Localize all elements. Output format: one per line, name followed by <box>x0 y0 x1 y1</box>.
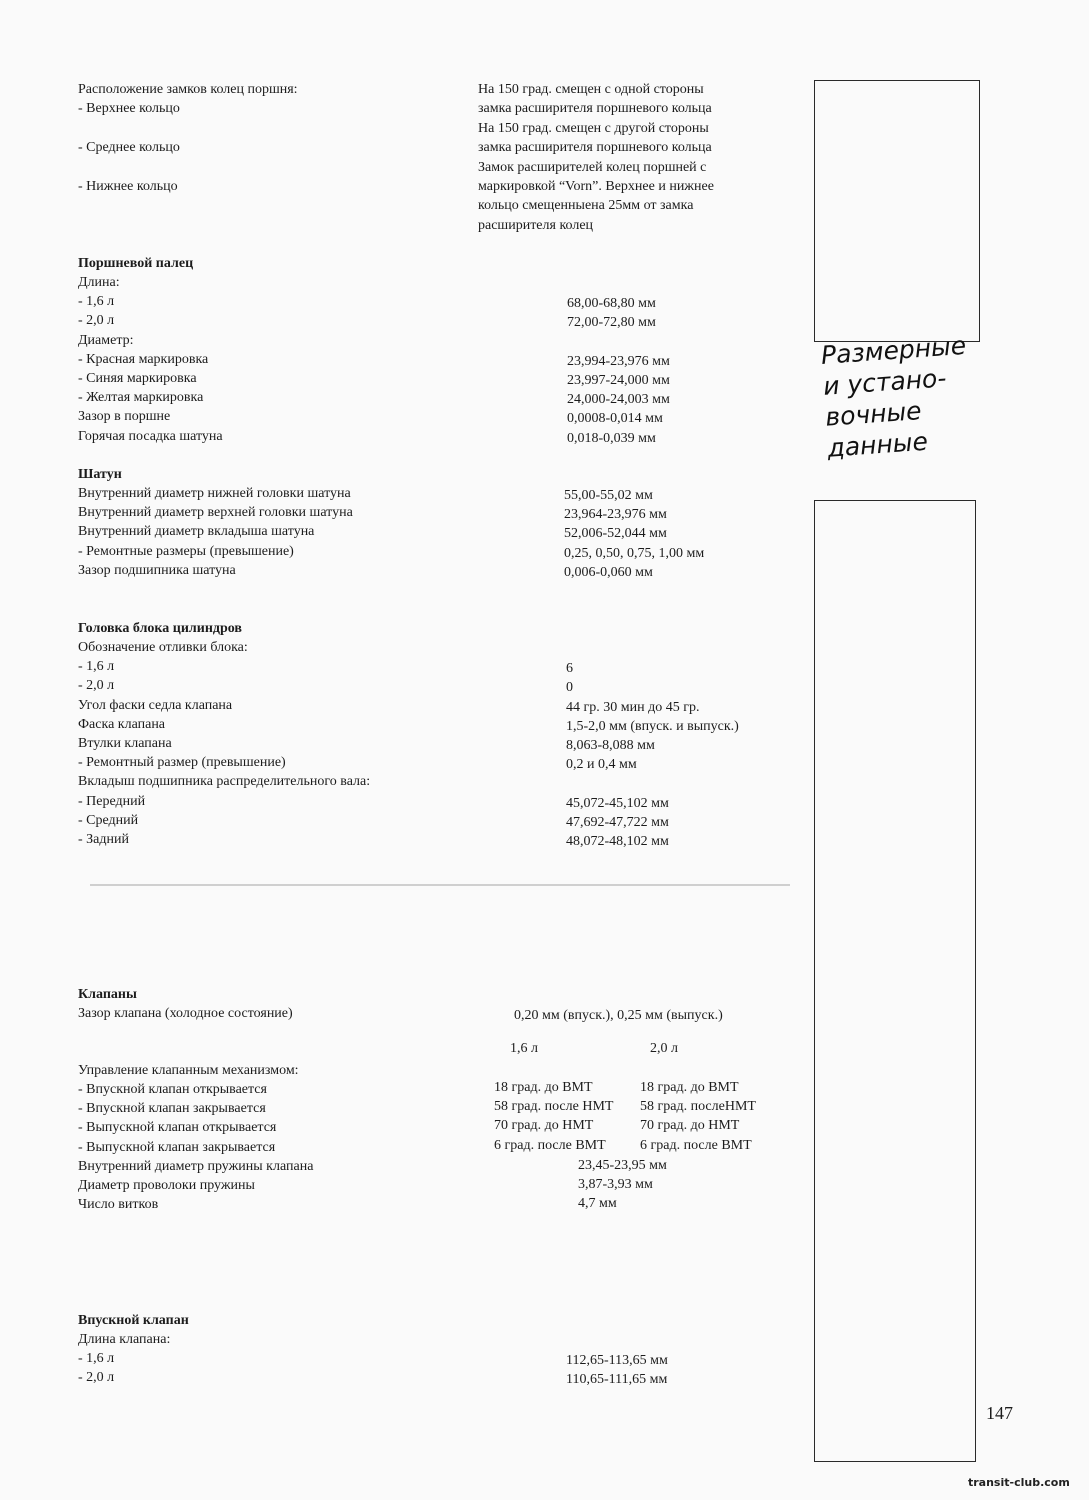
spring-value: 23,45-23,95 мм <box>578 1158 667 1173</box>
timing-label: - Выпускной клапан закрывается <box>78 1139 276 1155</box>
spec-value: 23,994-23,976 мм <box>567 353 670 369</box>
piston-pin-heading: Поршневой палец <box>78 256 194 271</box>
spring-label: Внутренний диаметр пружины клапана <box>78 1159 314 1174</box>
spec-value: 23,997-24,000 мм <box>567 373 670 388</box>
spec-value: 110,65-111,65 мм <box>566 1372 668 1388</box>
column-header-16: 1,6 л <box>510 1041 538 1056</box>
ring-description-line: расширителя колец <box>478 217 594 233</box>
valve-clearance-value: 0,20 мм (впуск.), 0,25 мм (выпуск.) <box>514 1008 723 1023</box>
spec-label: - 2,0 л <box>78 1370 115 1386</box>
timing-value-20: 6 град. после ВМТ <box>640 1137 752 1153</box>
ring-description-line: Замок расширителей колец поршней с <box>478 159 707 175</box>
spec-value: 0,25, 0,50, 0,75, 1,00 мм <box>564 545 705 561</box>
timing-value-16: 18 град. до ВМТ <box>494 1080 593 1095</box>
bottom-ring-label: - Нижнее кольцо <box>78 179 178 194</box>
sidebar-title-line: вочные <box>824 396 923 432</box>
connecting-rod-heading: Шатун <box>78 467 122 482</box>
spec-label: - Ремонтный размер (превышение) <box>78 755 286 771</box>
spec-label: - Средний <box>78 812 139 828</box>
spec-label: - Синяя маркировка <box>78 371 197 386</box>
spec-label: Втулки клапана <box>78 736 172 751</box>
spec-label: - Желтая маркировка <box>78 390 204 406</box>
valves-heading: Клапаны <box>78 987 137 1002</box>
spec-value: 0 <box>566 680 573 696</box>
spec-label: Вкладыш подшипника распределительного вала: <box>78 774 371 790</box>
spec-value: 52,006-52,044 мм <box>564 526 667 542</box>
cylinder-head-heading: Головка блока цилиндров <box>78 621 242 636</box>
valve-clearance-label: Зазор клапана (холодное состояние) <box>78 1006 293 1021</box>
page-number: 147 <box>986 1403 1013 1423</box>
spec-label: Горячая посадка шатуна <box>78 428 223 444</box>
spec-value: 0,0008-0,014 мм <box>567 411 663 427</box>
spec-label: - 2,0 л <box>78 678 115 694</box>
spec-label: Зазор в поршне <box>78 409 171 425</box>
spec-label: - Ремонтные размеры (превышение) <box>78 543 294 559</box>
timing-label: - Выпускной клапан открывается <box>78 1120 277 1136</box>
spec-label: - Красная маркировка <box>78 351 209 367</box>
ring-description-line: замка расширителя поршневого кольца <box>478 140 712 156</box>
spec-label: - 1,6 л <box>78 1351 115 1367</box>
spec-label: Внутренний диаметр верхней головки шатуна <box>78 505 353 521</box>
spec-label: Длина: <box>78 275 120 290</box>
spec-value: 68,00-68,80 мм <box>567 296 656 312</box>
watermark: transit-club.com <box>968 1476 1070 1489</box>
timing-value-16: 70 град. до НМТ <box>494 1118 594 1134</box>
sidebar-frame-top <box>814 80 980 342</box>
ring-description-line: замка расширителя поршневого кольца <box>478 101 712 117</box>
spec-value: 55,00-55,02 мм <box>564 488 653 503</box>
spring-label: Диаметр проволоки пружины <box>78 1178 255 1194</box>
spec-value: 0,006-0,060 мм <box>564 564 653 580</box>
ring-description-line: На 150 град. смещен с одной стороны <box>478 82 704 97</box>
intake-valve-heading: Впускной клапан <box>78 1313 189 1328</box>
column-header-20: 2,0 л <box>650 1041 678 1056</box>
spec-label: Диаметр: <box>78 332 134 348</box>
spec-value: 23,964-23,976 мм <box>564 507 667 523</box>
spec-label: Угол фаски седла клапана <box>78 697 233 713</box>
spec-value: 72,00-72,80 мм <box>567 315 656 331</box>
timing-label: - Впускной клапан закрывается <box>78 1101 266 1117</box>
timing-value-16: 58 град. после НМТ <box>494 1099 614 1115</box>
spec-label: - Задний <box>78 832 129 847</box>
spec-value: 8,063-8,088 мм <box>566 738 655 753</box>
timing-value-20: 58 град. послеНМТ <box>640 1099 756 1115</box>
timing-value-20: 70 град. до НМТ <box>640 1118 740 1134</box>
spec-value: 1,5-2,0 мм (впуск. и выпуск.) <box>566 718 739 734</box>
spring-label: Число витков <box>78 1197 159 1213</box>
ring-description-line: маркировкой “Vorn”. Верхнее и нижнее <box>478 179 714 194</box>
timing-value-20: 18 град. до ВМТ <box>640 1080 739 1095</box>
ring-description-line: кольцо смещенныена 25мм от замка <box>478 198 694 214</box>
sidebar-title-line: данные <box>826 426 929 463</box>
spec-value: 47,692-47,722 мм <box>566 814 669 830</box>
spec-value: 0,2 и 0,4 мм <box>566 757 637 773</box>
spec-value: 0,018-0,039 мм <box>567 430 656 446</box>
spec-value: 45,072-45,102 мм <box>566 795 669 811</box>
spec-value: 24,000-24,003 мм <box>567 392 670 408</box>
spec-label: - 1,6 л <box>78 294 115 310</box>
timing-value-16: 6 град. после ВМТ <box>494 1137 606 1153</box>
spec-label: - 1,6 л <box>78 659 115 675</box>
spec-value: 6 <box>566 661 573 677</box>
sidebar-title-line: Размерные <box>820 330 968 370</box>
sidebar-frame-bottom <box>814 500 976 1462</box>
spec-label: Длина клапана: <box>78 1332 171 1347</box>
spec-label: Зазор подшипника шатуна <box>78 562 236 578</box>
spec-label: Внутренний диаметр вкладыша шатуна <box>78 524 315 540</box>
top-ring-label: - Верхнее кольцо <box>78 101 180 116</box>
spec-label: - Передний <box>78 793 146 809</box>
spec-label: Фаска клапана <box>78 716 166 732</box>
sidebar-title-line: и устано- <box>822 363 948 401</box>
spec-value: 48,072-48,102 мм <box>566 834 669 849</box>
spec-label: - 2,0 л <box>78 313 115 329</box>
spec-value: 44 гр. 30 мин до 45 гр. <box>566 699 700 715</box>
section-divider <box>90 884 790 886</box>
spec-label: Внутренний диаметр нижней головки шатуна <box>78 486 351 501</box>
sidebar-title <box>820 329 988 464</box>
ring-description-line: На 150 град. смещен с другой стороны <box>478 120 709 136</box>
piston-rings-heading: Расположение замков колец поршня: <box>78 82 298 97</box>
middle-ring-label: - Среднее кольцо <box>78 140 180 155</box>
spec-value: 112,65-113,65 мм <box>566 1353 668 1369</box>
valve-timing-heading: Управление клапанным механизмом: <box>78 1063 299 1078</box>
spring-value: 3,87-3,93 мм <box>578 1177 653 1193</box>
spring-value: 4,7 мм <box>578 1196 617 1212</box>
spec-label: Обозначение отливки блока: <box>78 640 248 655</box>
timing-label: - Впускной клапан открывается <box>78 1082 267 1097</box>
